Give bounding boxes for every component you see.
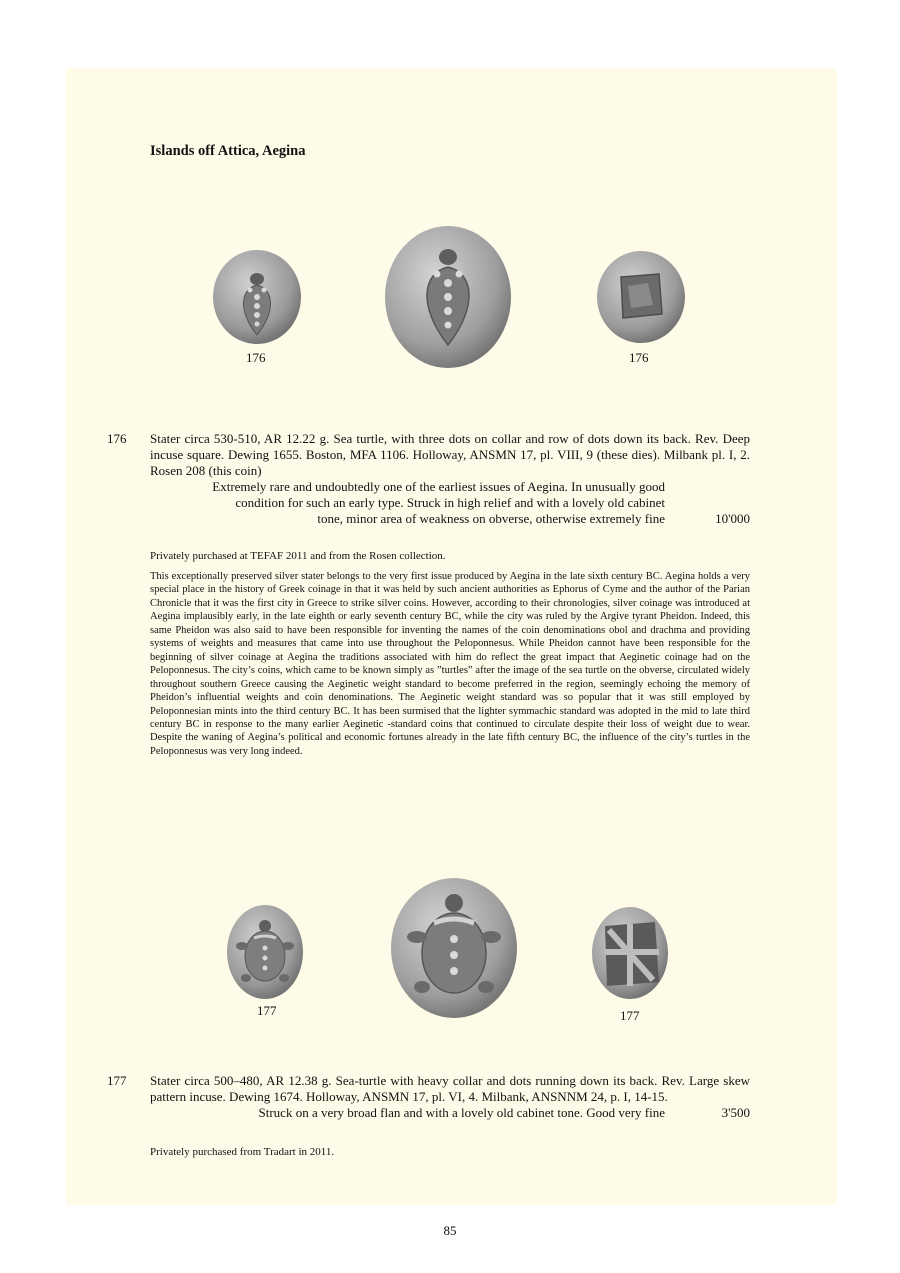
coin-caption-177-left: 177 xyxy=(257,1003,277,1018)
lot-description-177: Stater circa 500–480, AR 12.38 g. Sea-turtle with heavy collar and dots running down its back. Rev. Large skew pattern incuse. Dewing 1674. Holloway, ANSMN 17, pl. VI, 4. Milbank, ANSNNM 24, p. I, 14-15. xyxy=(150,1073,750,1104)
coin-177-obverse-large xyxy=(390,877,518,1019)
lot-estimate-176: 10'000 xyxy=(715,511,750,526)
page-number: 85 xyxy=(443,1223,457,1238)
coin-176-obverse-large xyxy=(384,225,512,369)
lot-essay-176: This exceptionally preserved silver stater belongs to the very first issue produced by Aegina in the late sixth century BC. Aegina holds a very special place in the history of Greek coinage in that it was held by such ancient authorities as Ephorus of Cyme and the author of the Parian Chronicle that it was the first city in Greece to strike silver coins. However, according to their chronologies, silver coinage was introduced at Aegina implausibly early, in the late eighth or early seventh century BC, while the city was ruled by the Argive tyrant Pheidon. Indeed, this same Pheidon was also said to have been responsible for inventing the names of the coin denominations obol and drachma and providing systems of weights and measures that came into use throughout the Peloponnesus. While Pheidon cannot have been responsible for the beginning of silver coinage at Aegina the traditions associated with him do reflect the great impact that Aeginetic coinage had on the Peloponnesus. The city’s coins, which came to be known simply as ”turtles” after the image of the sea turtle on the obverse, circulated widely throughout southern Greece causing the Aeginetic weight standard to become preferred in the region, seemingly echoing the memory of Pheidon’s influential weights and coin denominations. The Aeginetic weight standard was so popular that it was still employed by Peloponnesian mints into the third century BC. It has been surmised that the lighter symmachic standard was adopted in the mid to late third century BC in response to the many earlier Aeginetic -standard coins that continued to circulate despite their loss of weight due to wear. Despite the waning of Aegina’s political and economic fortunes already in the late fifth century BC, the influence of the city’s turtles in the Peloponnesus was very long indeed. xyxy=(150,571,750,757)
lot-condition-177-line-1: Struck on a very broad flan and with a lovely old cabinet tone. Good very fine xyxy=(258,1105,665,1120)
coin-177-reverse-incuse xyxy=(591,906,669,1000)
lot-provenance-176: Privately purchased at TEFAF 2011 and from the Rosen collection. xyxy=(150,550,446,562)
coin-177-obverse-small xyxy=(226,904,304,1000)
lot-condition-176-line-1: Extremely rare and undoubtedly one of the earliest issues of Aegina. In unusually good xyxy=(212,479,665,494)
lot-condition-176-line-3: tone, minor area of weakness on obverse, otherwise extremely fine xyxy=(317,511,665,526)
section-heading: Islands off Attica, Aegina xyxy=(150,143,306,159)
coin-caption-176-right: 176 xyxy=(629,350,649,365)
coin-176-reverse-incuse xyxy=(596,250,686,344)
lot-number-176: 176 xyxy=(107,431,127,446)
coin-caption-176-left: 176 xyxy=(246,350,266,365)
lot-estimate-177: 3'500 xyxy=(721,1105,750,1120)
lot-condition-176-line-2: condition for such an early type. Struck in high relief and with a lovely old cabinet xyxy=(235,495,665,510)
coin-176-obverse-small xyxy=(212,249,302,345)
coin-caption-177-right: 177 xyxy=(620,1008,640,1023)
lot-number-177: 177 xyxy=(107,1073,127,1088)
lot-description-176: Stater circa 530-510, AR 12.22 g. Sea turtle, with three dots on collar and row of dots down its back. Rev. Deep incuse square. Dewing 1655. Boston, MFA 1106. Holloway, ANSMN 17, pl. VIII, 9 (these dies). Milbank pl. I, 2. Rosen 208 (this coin) xyxy=(150,431,750,478)
lot-provenance-177: Privately purchased from Tradart in 2011. xyxy=(150,1146,335,1158)
